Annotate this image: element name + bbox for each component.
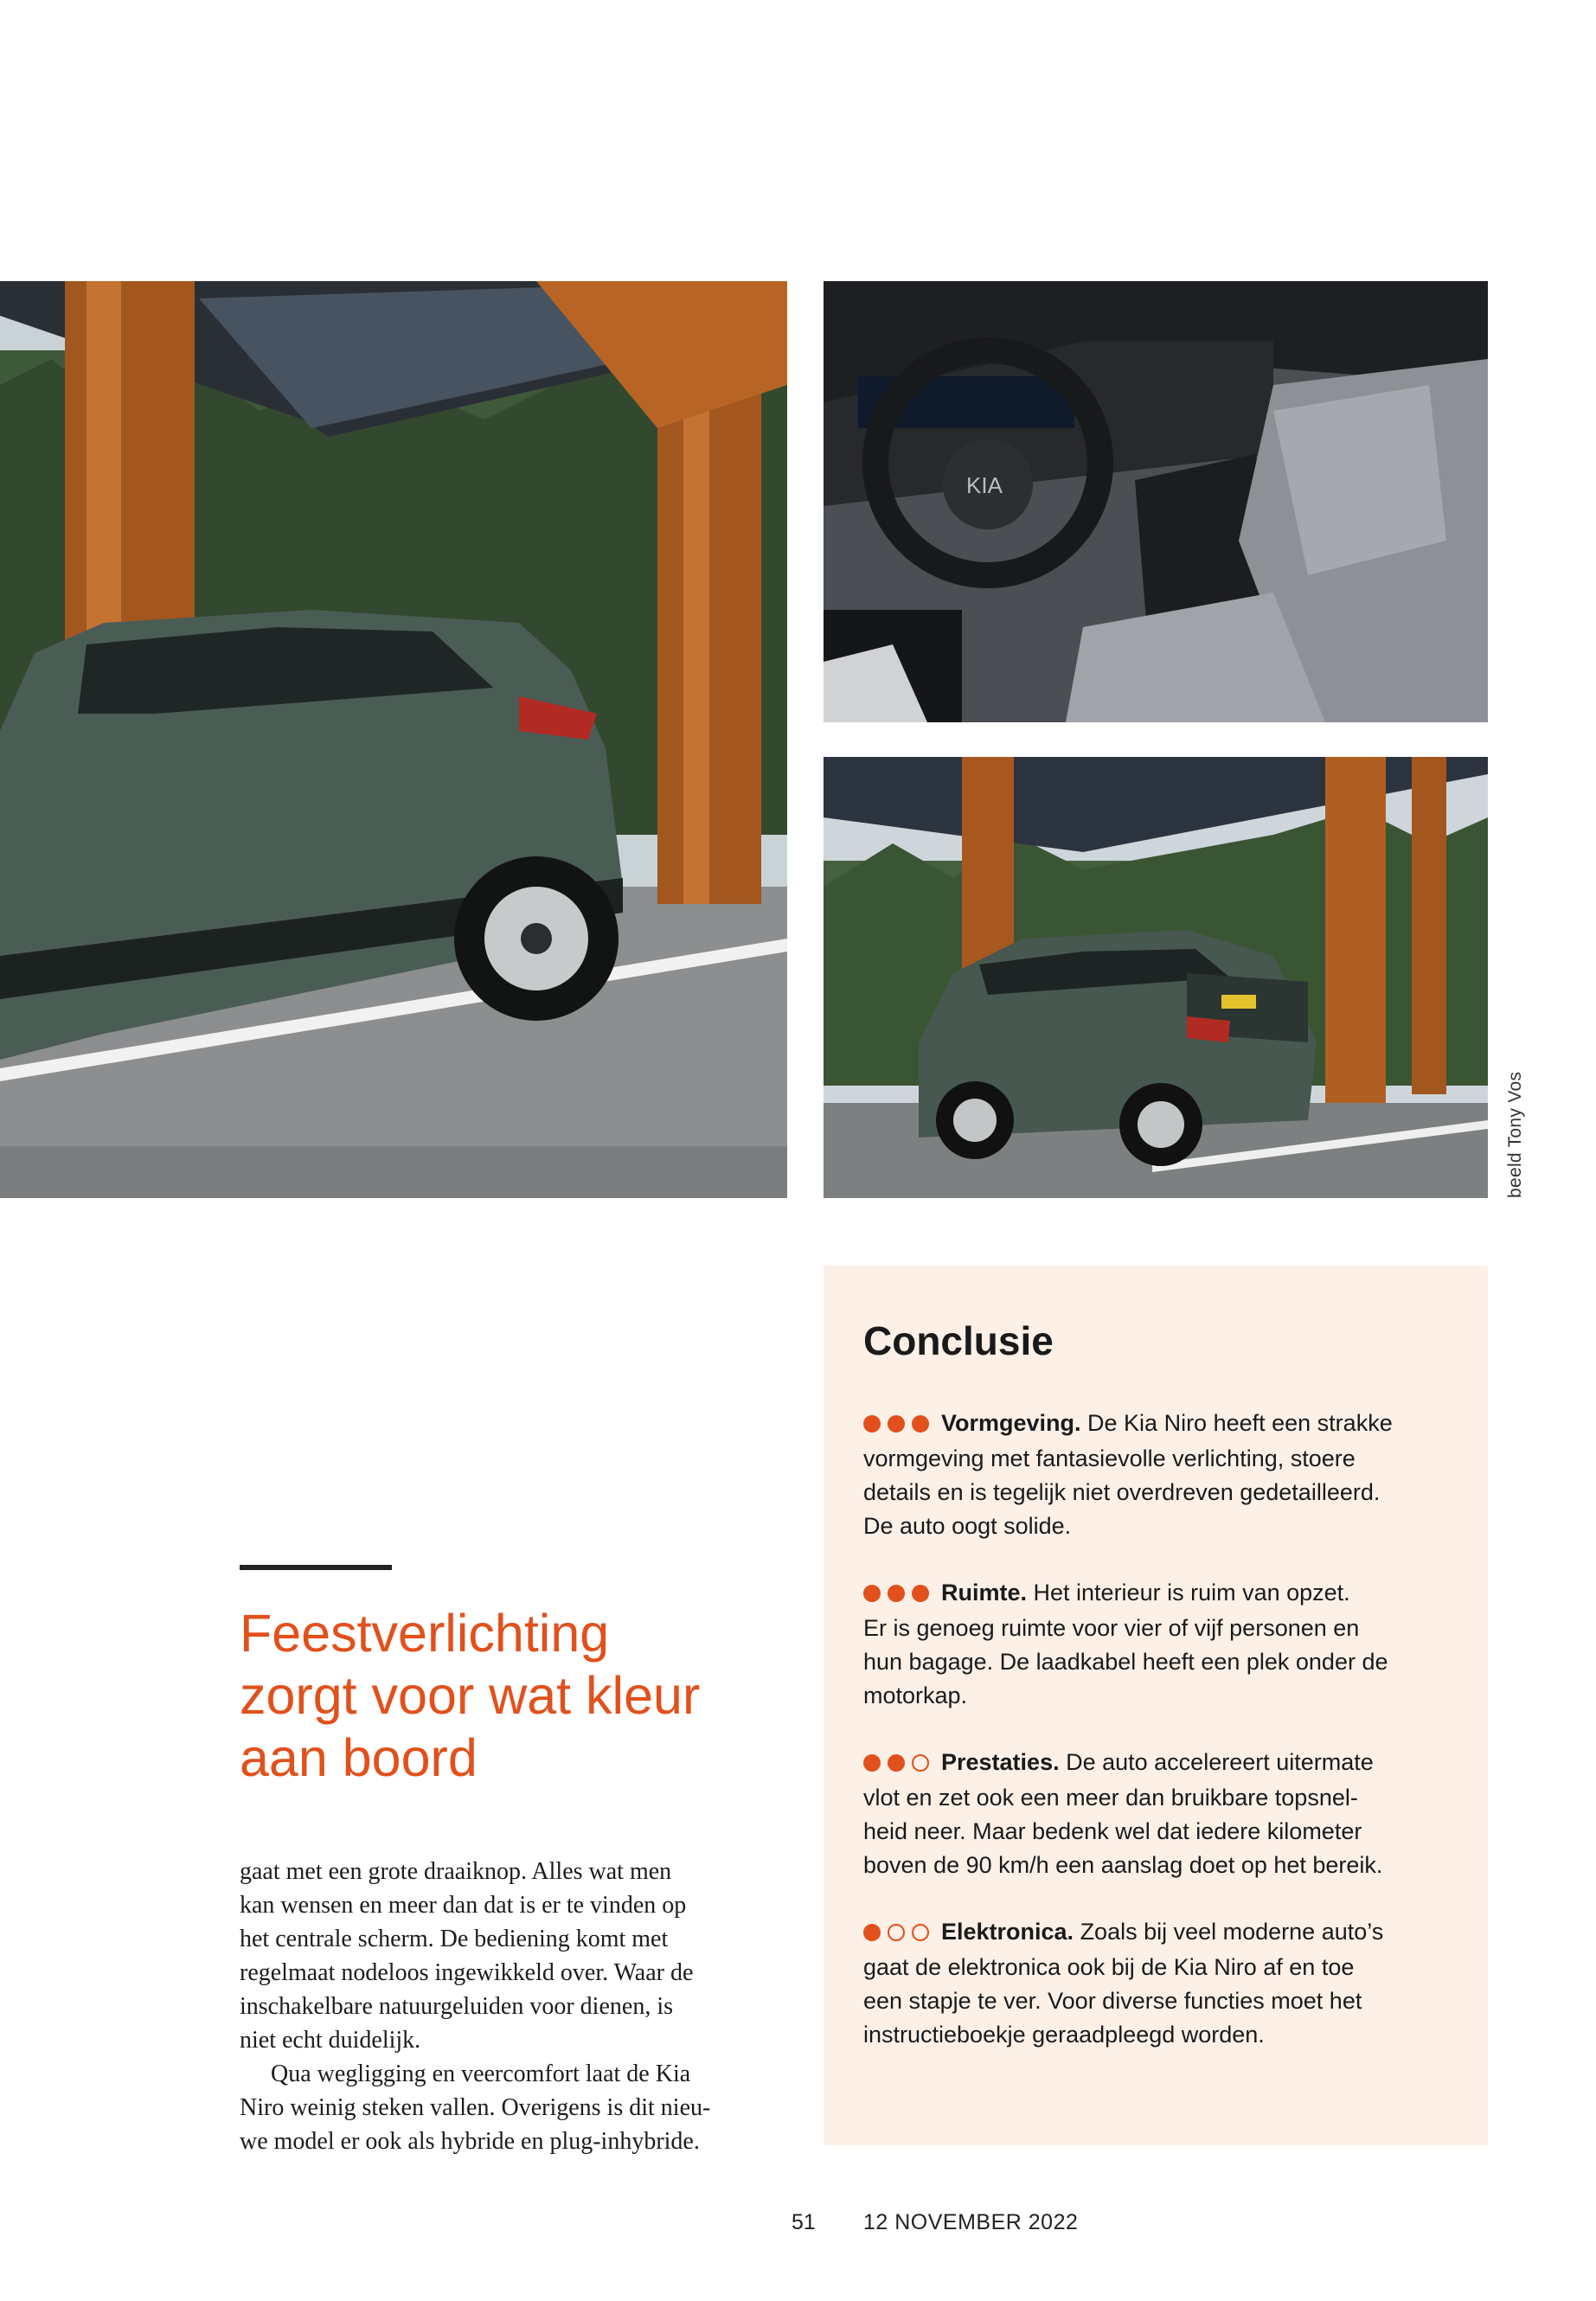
- article-body: [240, 1855, 776, 2158]
- body-line: niet echt duidelijk.: [240, 2027, 421, 2054]
- rating-dot-filled: [888, 1754, 905, 1772]
- criterion-text: motorkap.: [863, 1682, 968, 1708]
- rating-dots: [863, 1408, 936, 1442]
- body-line: inschakelbare natuurgeluiden voor dienen, is: [240, 1993, 673, 2020]
- rating-dots: [863, 1917, 936, 1951]
- body-line: we model er ook als hybride en plug-inhybride.: [240, 2128, 700, 2155]
- headline-line: aan boord: [240, 1728, 478, 1787]
- body-line: kan wensen en meer dan dat is er te vinden op: [240, 1892, 687, 1919]
- criterion-vormgeving: [863, 1407, 1460, 1543]
- page-number: 51: [792, 2210, 816, 2234]
- car-interior-photo: [824, 281, 1488, 722]
- rating-dot-filled: [888, 1585, 905, 1602]
- criterion-text: details en is tegelijk niet overdreven gedetailleerd.: [863, 1479, 1381, 1505]
- headline-rule: [240, 1565, 392, 1570]
- criterion-text: De Kia Niro heeft een strakke: [1080, 1410, 1393, 1436]
- conclusion-title: Conclusie: [863, 1318, 1054, 1363]
- rating-dot-empty: [912, 1924, 929, 1941]
- rating-dot-filled: [863, 1754, 881, 1772]
- headline-line: Feestverlichting: [240, 1604, 610, 1663]
- criterion-text: vormgeving met fantasievolle verlichting, stoere: [863, 1445, 1356, 1471]
- rating-dot-filled: [912, 1415, 929, 1433]
- rating-dot-filled: [863, 1415, 881, 1433]
- issue-date: 12 NOVEMBER 2022: [863, 2210, 1079, 2234]
- car-rear-carport-photo: [824, 757, 1488, 1198]
- criterion-text: Er is genoeg ruimte voor vier of vijf personen en: [863, 1615, 1360, 1641]
- body-line: Niro weinig steken vallen. Overigens is dit nieu-: [240, 2094, 711, 2121]
- rating-dots: [863, 1747, 936, 1781]
- rating-dot-filled: [888, 1415, 905, 1433]
- criterion-elektronica: [863, 1915, 1460, 2052]
- criterion-prestaties: [863, 1746, 1460, 1882]
- rating-dot-filled: [863, 1585, 881, 1602]
- body-line: gaat met een grote draaiknop. Alles wat men: [240, 1858, 672, 1885]
- rating-dot-filled: [863, 1924, 881, 1941]
- criterion-text: hun bagage. De laadkabel heeft een plek onder de: [863, 1649, 1388, 1675]
- criterion-label: Prestaties.: [941, 1749, 1060, 1775]
- criterion-text: heid neer. Maar bedenk wel dat iedere kilometer: [863, 1818, 1362, 1844]
- rating-dot-empty: [888, 1924, 905, 1941]
- criterion-text: boven de 90 km/h een aanslag doet op het bereik.: [863, 1852, 1383, 1878]
- body-paragraph: [240, 1855, 776, 2057]
- body-line: regelmaat nodeloos ingewikkeld over. Waar de: [240, 1959, 694, 1986]
- criterion-text: gaat de elektronica ook bij de Kia Niro af en toe: [863, 1954, 1355, 1980]
- rating-dot-empty: [912, 1754, 929, 1772]
- body-line: Qua wegligging en veercomfort laat de Kia: [271, 2061, 691, 2087]
- criterion-label: Ruimte.: [941, 1580, 1028, 1606]
- criterion-text: een stapje te ver. Voor diverse functies moet het: [863, 1988, 1362, 2014]
- criterion-text: Het interieur is ruim van opzet.: [1027, 1580, 1350, 1606]
- criterion-text: Zoals bij veel moderne auto’s: [1074, 1919, 1384, 1945]
- criterion-text: De auto oogt solide.: [863, 1513, 1072, 1539]
- rating-dot-filled: [912, 1585, 929, 1602]
- criterion-text: instructieboekje geraadpleegd worden.: [863, 2022, 1265, 2048]
- criterion-ruimte: [863, 1576, 1460, 1713]
- headline-line: zorgt voor wat kleur: [240, 1666, 701, 1725]
- criterion-label: Vormgeving.: [941, 1410, 1081, 1436]
- car-carport-side-photo: [0, 281, 787, 1198]
- criterion-text: De auto accelereert uitermate: [1059, 1749, 1374, 1775]
- criterion-label: Elektronica.: [941, 1919, 1074, 1945]
- criterion-text: vlot en zet ook een meer dan bruikbare topsnel-: [863, 1785, 1358, 1811]
- headline: [240, 1602, 845, 1789]
- rating-dots: [863, 1578, 936, 1612]
- body-paragraph: [240, 2057, 776, 2158]
- photo-credit: beeld Tony Vos: [1505, 1071, 1525, 1198]
- svg-text:KIA: KIA: [966, 472, 1003, 498]
- body-line: het centrale scherm. De bediening komt met: [240, 1926, 669, 1952]
